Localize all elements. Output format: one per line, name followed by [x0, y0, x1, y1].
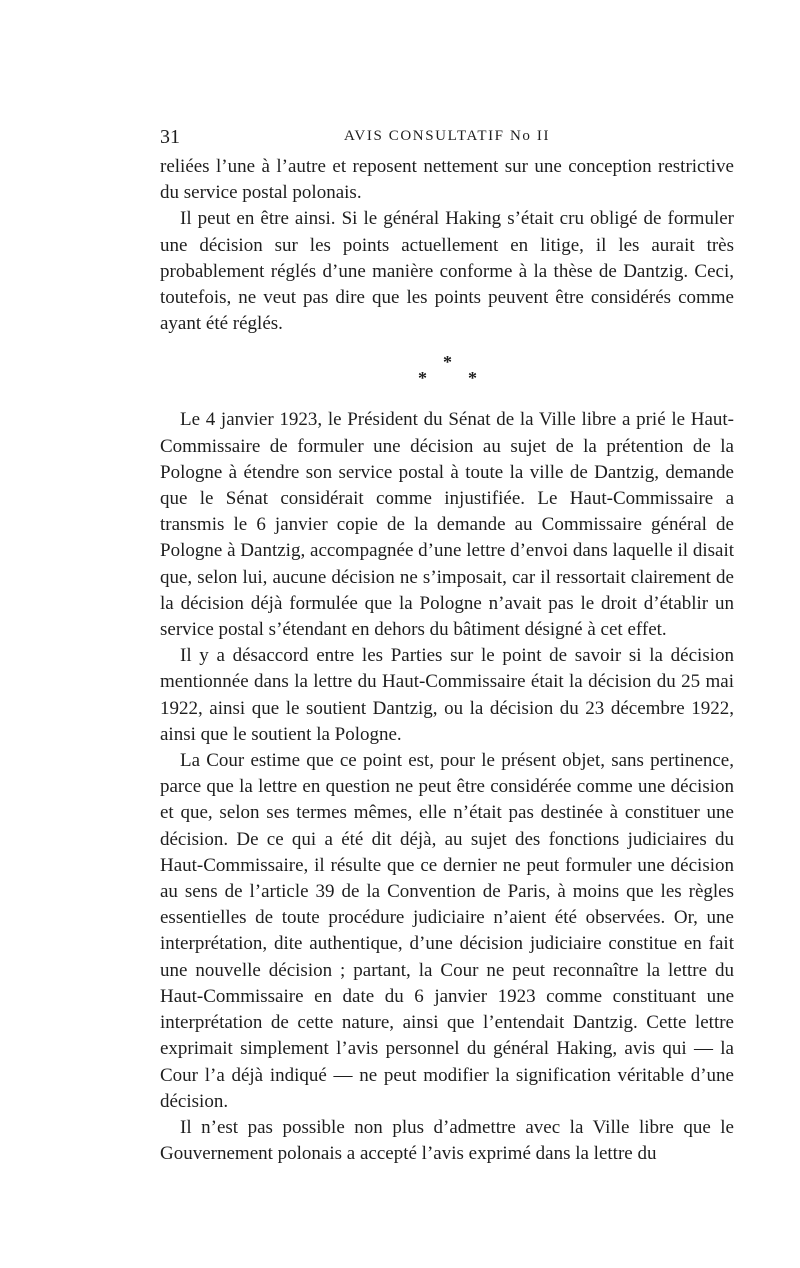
document-page [160, 120, 734, 1167]
paragraph: Il n’est pas possible non plus d’admettre avec la Ville libre que le Gouvernement polonais a accepté l’avis exprimé dans la lettre du [160, 1116, 734, 1165]
page-header [160, 120, 734, 154]
asterisk-top: * [443, 352, 452, 373]
asterisk-right: * [468, 368, 477, 389]
asterism-separator [160, 351, 734, 399]
paragraph: La Cour estime que ce point est, pour le présent objet, sans pertinence, parce que la lettre en question ne peut être considérée comme une décision et que, selon ses termes mêmes, elle n’était pas destinée à constituer une décision. De ce qui a été dit déjà, au sujet des fonctions judiciaires du Haut-Commissaire, il résulte que ce dernier ne peut formuler une décision au sens de l’article 39 de la Convention de Paris, à moins que les règles essentielles de toute procédure judiciaire n’aient été observées. Or, une interprétation, dite authentique, d’une décision judiciaire constitue en fait une nouvelle décision ; partant, la Cour ne peut reconnaître la lettre du Haut-Commissaire en date du 6 janvier 1923 comme constituant une interprétation de cette nature, ainsi que l’entendait Dantzig. Cette lettre exprimait simplement l’avis personnel du général Haking, avis qui — la Cour l’a déjà indiqué — ne peut modifier la signification véritable d’une décision. [160, 750, 734, 1112]
running-title: AVIS CONSULTATIF No II [343, 128, 551, 144]
paragraph-continuation: reliées l’une à l’autre et reposent nettement sur une conception restrictive du service postal polonais. [160, 156, 734, 204]
paragraph: Il y a désaccord entre les Parties sur le point de savoir si la décision mentionnée dans la lettre du Haut-Commissaire était la décision du 25 mai 1922, ainsi que le soutient Dantzig, ou la décision du 23 décembre 1922, ainsi que le soutient la Pologne. [160, 645, 734, 745]
asterisk-left: * [418, 368, 427, 389]
page-number: 31 [160, 126, 180, 148]
paragraph: Le 4 janvier 1923, le Président du Sénat de la Ville libre a prié le Haut-Commissaire de formuler une décision au sujet de la prétention de la Pologne à étendre son service postal à toute la ville de Dantzig, demande que le Sénat considérait comme injustifiée. Le Haut-Commissaire a transmis le 6 janvier copie de la demande au Commissaire général de Pologne à Dantzig, accompagnée d’une lettre d’envoi dans laquelle il disait que, selon lui, aucune décision ne s’imposait, car il ressortait clairement de la décision déjà formulée que la Pologne n’avait pas le droit d’établir un service postal s’étendant en dehors du bâtiment désigné à cet effet. [160, 409, 734, 641]
paragraph: Il peut en être ainsi. Si le général Haking s’était cru obligé de formuler une décision sur les points actuellement en litige, il les aurait très probablement réglés d’une manière conforme à la thèse de Dantzig. Ceci, toutefois, ne veut pas dire que les points peuvent être considérés comme ayant été réglés. [160, 208, 734, 335]
